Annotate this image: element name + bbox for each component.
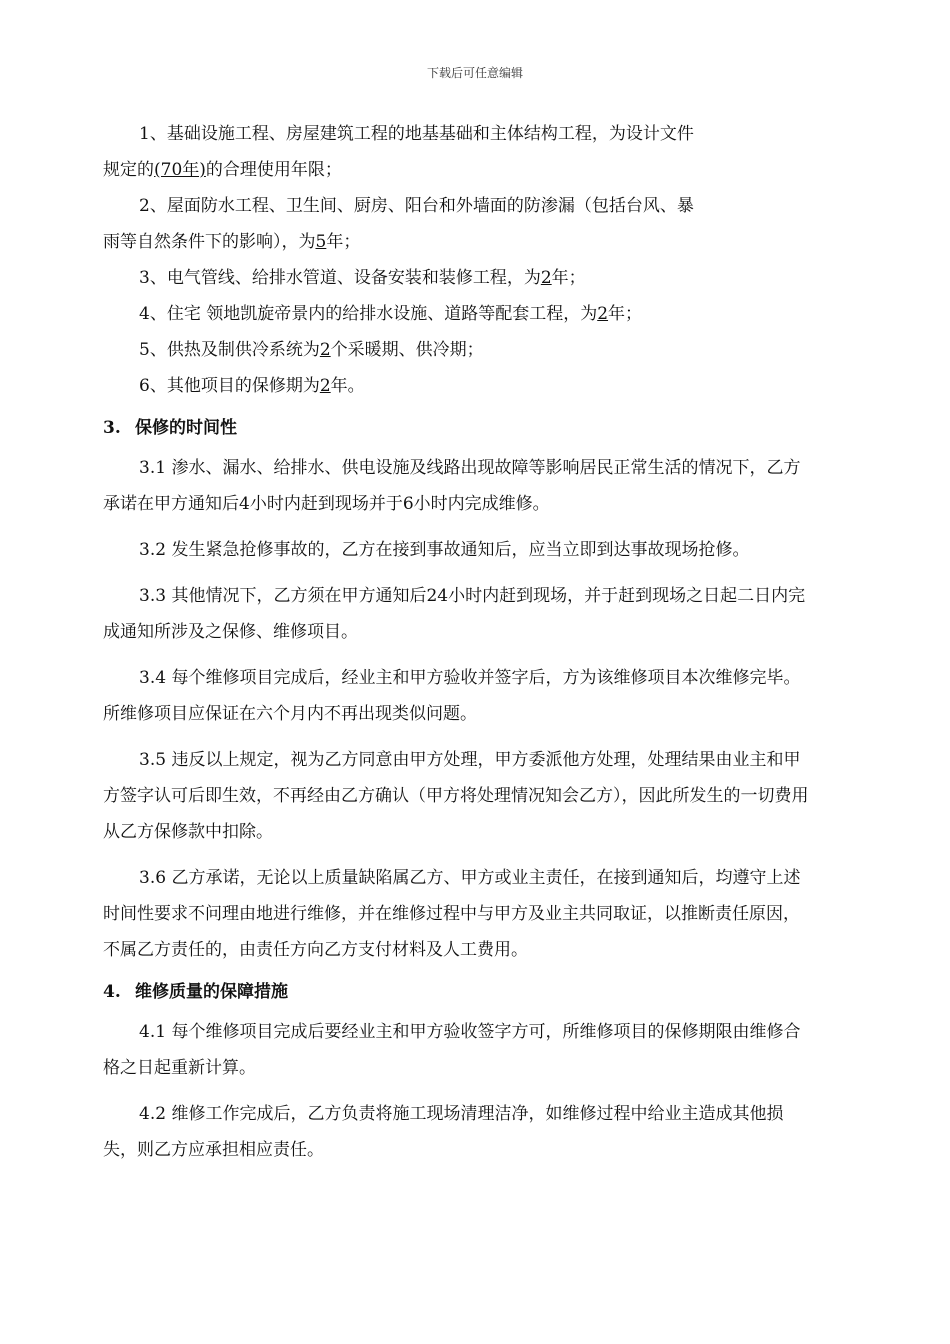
list-item-3: 3、电气管线、给排水管道、设备安装和装修工程，为2年； xyxy=(139,268,586,288)
page-header: 下载后可任意编辑 xyxy=(426,66,523,80)
paragraph-3-1: 3.1 渗水、漏水、给排水、供电设施及线路出现故障等影响居民正常生活的情况下，乙方承诺在甲方通知后4小时内赶到现场并于6小时内完成维修。 xyxy=(103,458,801,514)
list-item-5: 5、供热及制供冷系统为2个采暖期、供冷期； xyxy=(139,340,484,360)
underlined-value: 2 xyxy=(319,376,331,396)
document-body xyxy=(103,116,809,1168)
list-item-4: 4、住宅 领地凯旋帝景内的给排水设施、道路等配套工程，为2年； xyxy=(139,304,643,324)
paragraph-4-2: 4.2 维修工作完成后，乙方负责将施工现场清理洁净，如维修过程中给业主造成其他损失，则乙方应承担相应责任。 xyxy=(103,1104,784,1160)
underlined-value: 2 xyxy=(319,340,331,360)
paragraph-3-6: 3.6 乙方承诺，无论以上质量缺陷属乙方、甲方或业主责任，在接到通知后，均遵守上述时间性要求不问理由地进行维修，并在维修过程中与甲方及业主共同取证，以推断责任原因，不属乙方责任的，由责任方向乙方支付材料及人工费用。 xyxy=(103,868,801,960)
list-item-2-cont: 雨等自然条件下的影响），为5年； xyxy=(103,232,361,252)
paragraph-3-4: 3.4 每个维修项目完成后，经业主和甲方验收并签字后，方为该维修项目本次维修完毕。所维修项目应保证在六个月内不再出现类似问题。 xyxy=(103,668,801,724)
section-number: 4. xyxy=(103,982,121,1002)
section-4-heading xyxy=(103,974,809,1010)
paragraph-3-3: 3.3 其他情况下，乙方须在甲方通知后24小时内赶到现场，并于赶到现场之日起二日内完成通知所涉及之保修、维修项目。 xyxy=(103,586,806,642)
underlined-value: 2 xyxy=(597,304,609,324)
paragraph-3-2: 3.2 发生紧急抢修事故的，乙方在接到事故通知后，应当立即到达事故现场抢修。 xyxy=(139,540,750,560)
list-item-2: 2、屋面防水工程、卫生间、厨房、阳台和外墙面的防渗漏（包括台风、暴 xyxy=(139,196,694,216)
underlined-value: 2 xyxy=(540,268,552,288)
list-item-1: 1、基础设施工程、房屋建筑工程的地基基础和主体结构工程，为设计文件 xyxy=(139,124,694,144)
paragraph-3-5: 3.5 违反以上规定，视为乙方同意由甲方处理，甲方委派他方处理，处理结果由业主和甲方签字认可后即生效，不再经由乙方确认（甲方将处理情况知会乙方），因此所发生的一切费用从乙方保修款中扣除。 xyxy=(103,750,809,842)
paragraph-4-1: 4.1 每个维修项目完成后要经业主和甲方验收签字方可，所维修项目的保修期限由维修合格之日起重新计算。 xyxy=(103,1022,801,1078)
section-number: 3. xyxy=(103,418,121,438)
underlined-value: (70年) xyxy=(154,160,206,180)
section-3-heading xyxy=(103,410,809,446)
section-title: 保修的时间性 xyxy=(135,418,237,438)
list-item-1-cont: 规定的(70年)的合理使用年限； xyxy=(103,160,342,180)
underlined-value: 5 xyxy=(315,232,327,252)
section-title: 维修质量的保障措施 xyxy=(135,982,288,1002)
list-item-6: 6、其他项目的保修期为2年。 xyxy=(139,376,365,396)
